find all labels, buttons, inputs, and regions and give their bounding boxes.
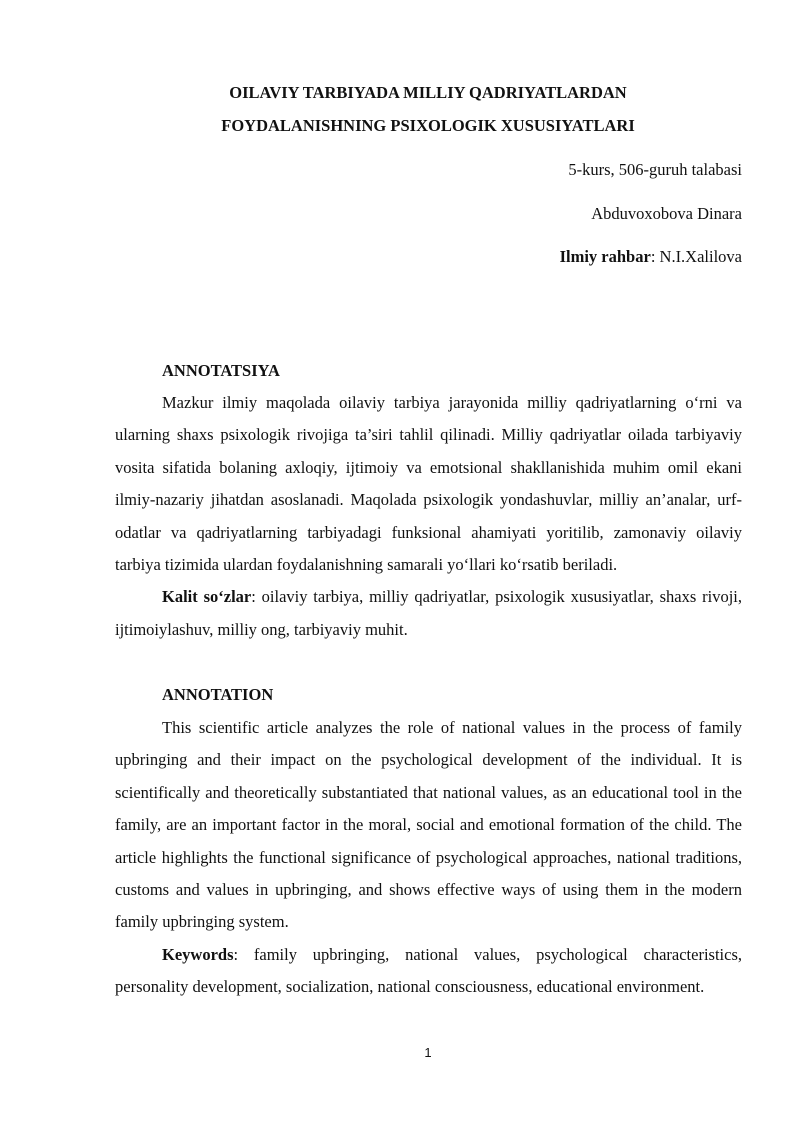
author-name: Abduvoxobova Dinara <box>591 204 742 223</box>
annotatsiya-text: Mazkur ilmiy maqolada oilaviy tarbiya jarayonida milliy qadriyatlarning o‘rni va ularning shaxs psixologik rivojiga ta’siri tahlil qilinadi. Milliy qadriyatlar oilada tarbiyaviy vosita sifatida bolaning axloqiy, ijtimoiy va emotsional shakllanishida muhim omil ekani ilmiy-nazariy jihatdan asoslanadi. Maqolada psixologik yondashuvlar, milliy an’analar, urf-odatlar va qadriyatlarning tarbiyadagi funksional ahamiyati yoritilib, zamonaviy oilaviy tarbiya tizimida ulardan foydalanishning samarali yo‘llari ko‘rsatib beriladi. <box>115 393 742 575</box>
course-group: 5-kurs, 506-guruh talabasi <box>568 160 742 179</box>
annotation-text: This scientific article analyzes the role of national values in the process of family upbringing and their impact on the psychological development of the individual. It is scientifically and theoretically substantiated that national values, as an educational tool in the family, are an important factor in the moral, social and emotional formation of the child. The article highlights the functional significance of psychological approaches, national traditions, customs and values in upbringing, and shows effective ways of using them in the modern family upbringing system. <box>115 718 742 932</box>
annotatsiya-keywords <box>115 581 742 646</box>
paper-title-line-2: FOYDALANISHNING PSIXOLOGIK XUSUSIYATLARI <box>221 116 635 135</box>
annotatsiya-heading: ANNOTATSIYA <box>162 361 280 380</box>
annotation-section <box>115 712 742 1004</box>
paper-title-line-1: OILAVIY TARBIYADA MILLIY QADRIYATLARDAN <box>229 83 627 102</box>
annotation-keywords <box>115 939 742 1004</box>
annotatsiya-keywords-text: : oilaviy tarbiya, milliy qadriyatlar, psixologik xususiyatlar, shaxs rivoji, ijtimoiylashuv, milliy ong, tarbiyaviy muhit. <box>115 587 742 639</box>
page-number: 1 <box>424 1045 432 1060</box>
annotatsiya-keywords-label: Kalit so‘zlar <box>162 587 252 607</box>
supervisor-label: Ilmiy rahbar <box>559 247 651 266</box>
supervisor-name: : N.I.Xalilova <box>650 247 742 266</box>
annotation-keywords-label: Keywords <box>162 944 234 964</box>
annotation-keywords-text: : family upbringing, national values, psychological characteristics, personality development, socialization, national consciousness, educational environment. <box>115 944 742 997</box>
annotatsiya-section <box>115 387 742 646</box>
annotation-heading: ANNOTATION <box>162 685 274 704</box>
supervisor-line <box>560 247 742 267</box>
paper-title <box>0 76 800 142</box>
